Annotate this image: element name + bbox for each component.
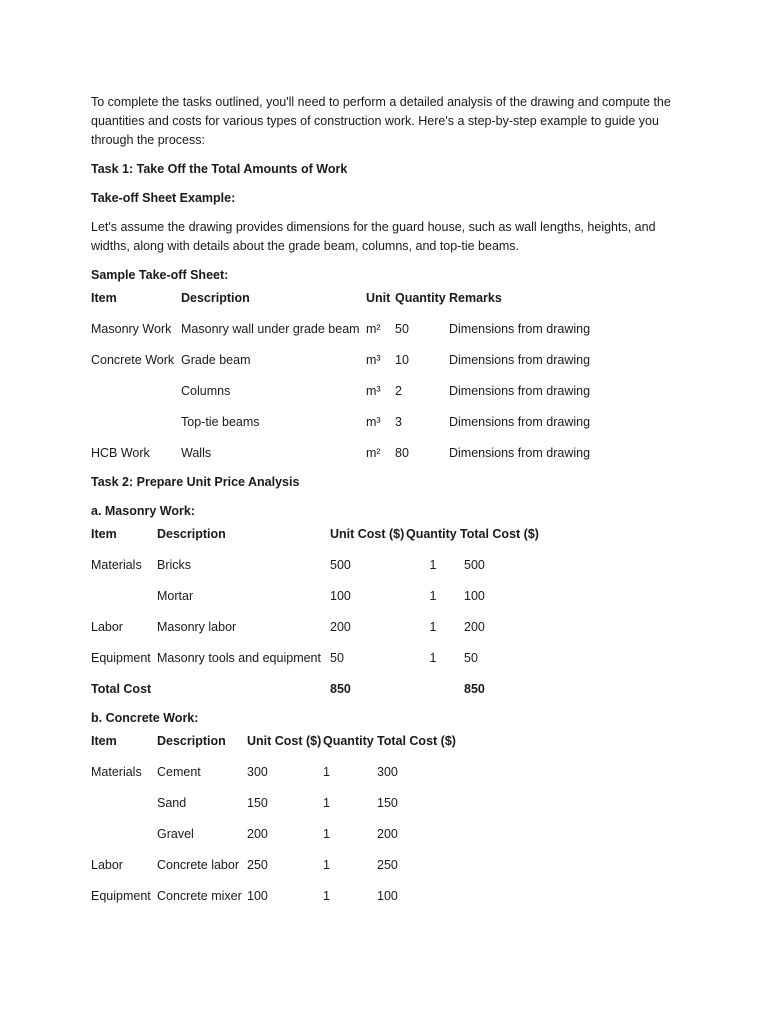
document-body xyxy=(91,93,681,918)
task2-heading: Task 2: Prepare Unit Price Analysis xyxy=(91,475,300,489)
cell-remarks: Dimensions from drawing xyxy=(449,446,591,460)
cell-unit-cost: 500 xyxy=(330,558,351,572)
cell-unit-cost: 50 xyxy=(330,651,344,665)
cell-unit: m³ xyxy=(366,415,381,429)
header-quantity: Quantity xyxy=(406,527,457,541)
cell-quantity: 1 xyxy=(323,858,330,872)
cell-item: Materials xyxy=(91,558,142,572)
cell-quantity: 3 xyxy=(395,415,402,429)
cell-item xyxy=(91,825,157,856)
table-total-row xyxy=(91,680,560,711)
cell-unit-cost: 200 xyxy=(247,827,268,841)
cell-unit: m³ xyxy=(366,353,381,367)
header-unit-cost: Unit Cost ($) xyxy=(247,734,322,748)
cell-unit: m² xyxy=(366,322,381,336)
table-row xyxy=(91,618,560,649)
cell-remarks: Dimensions from drawing xyxy=(449,415,591,429)
cell-quantity: 1 xyxy=(323,796,330,810)
header-remarks: Remarks xyxy=(449,291,502,305)
cell-description: Columns xyxy=(181,384,231,398)
table-row xyxy=(91,587,560,618)
header-description: Description xyxy=(157,527,226,541)
cell-total-cost-total: 850 xyxy=(464,682,485,696)
table-row xyxy=(91,856,477,887)
header-unit-cost: Unit Cost ($) xyxy=(330,527,405,541)
table-row xyxy=(91,351,609,382)
concrete-cost-table xyxy=(91,732,477,918)
header-quantity: Quantity xyxy=(395,291,446,305)
cell-remarks: Dimensions from drawing xyxy=(449,322,591,336)
table-row xyxy=(91,413,609,444)
cell-item xyxy=(91,413,181,444)
cell-quantity: 1 xyxy=(429,589,437,603)
cell-total-cost: 150 xyxy=(377,796,398,810)
cell-total-cost: 250 xyxy=(377,858,398,872)
header-total-cost: Total Cost ($) xyxy=(460,527,539,541)
cell-description: Masonry tools and equipment xyxy=(157,651,321,665)
cell-description: Mortar xyxy=(157,589,194,603)
task1-paragraph: Let's assume the drawing provides dimensions for the guard house, such as wall lengths, heights, and widths, along with details about the grade beam, columns, and top-tie beams. xyxy=(91,220,656,253)
masonry-cost-table xyxy=(91,525,560,711)
table-header-row xyxy=(91,289,609,320)
cell-total-cost: 500 xyxy=(464,558,485,572)
cell-remarks: Dimensions from drawing xyxy=(449,353,591,367)
cell-quantity: 1 xyxy=(429,651,437,665)
table-row xyxy=(91,382,609,413)
cell-description: Grade beam xyxy=(181,353,251,367)
takeoff-table xyxy=(91,289,609,475)
cell-unit-cost-total: 850 xyxy=(330,682,351,696)
cell-total-label: Total Cost xyxy=(91,682,152,696)
table-row xyxy=(91,763,477,794)
table-row xyxy=(91,556,560,587)
cell-quantity: 1 xyxy=(323,827,330,841)
cell-description: Sand xyxy=(157,796,187,810)
cell-total-cost: 100 xyxy=(464,589,485,603)
header-item: Item xyxy=(91,291,117,305)
cell-total-cost: 50 xyxy=(464,651,478,665)
header-description: Description xyxy=(157,734,226,748)
cell-remarks: Dimensions from drawing xyxy=(449,384,591,398)
header-unit: Unit xyxy=(366,291,391,305)
cell-item: Materials xyxy=(91,765,142,779)
cell-item: Labor xyxy=(91,858,123,872)
cell-quantity: 1 xyxy=(323,765,330,779)
cell-unit: m² xyxy=(366,446,381,460)
cell-unit-cost: 250 xyxy=(247,858,268,872)
table-header-row xyxy=(91,525,560,556)
header-item: Item xyxy=(91,527,117,541)
cell-item xyxy=(91,587,157,618)
cell-quantity: 1 xyxy=(323,889,330,903)
cell-item xyxy=(91,794,157,825)
cell-description: Gravel xyxy=(157,827,194,841)
cell-quantity: 1 xyxy=(429,620,437,634)
cell-description xyxy=(157,680,330,711)
cell-quantity: 10 xyxy=(395,353,409,367)
cell-quantity xyxy=(406,680,460,711)
cell-description: Masonry wall under grade beam xyxy=(181,322,360,336)
cell-unit-cost: 200 xyxy=(330,620,351,634)
cell-unit-cost: 100 xyxy=(247,889,268,903)
cell-quantity: 50 xyxy=(395,322,409,336)
cell-description: Walls xyxy=(181,446,212,460)
header-total-cost: Total Cost ($) xyxy=(377,734,456,748)
cell-item xyxy=(91,382,181,413)
table-row xyxy=(91,320,609,351)
header-description: Description xyxy=(181,291,250,305)
table-row xyxy=(91,825,477,856)
cell-quantity: 1 xyxy=(429,558,437,572)
cell-unit-cost: 300 xyxy=(247,765,268,779)
cell-item: Concrete Work xyxy=(91,353,175,367)
intro-paragraph: To complete the tasks outlined, you'll need to perform a detailed analysis of the drawing and compute the quantities and costs for various types of construction work. Here's a step-by-step example to guide you through the process: xyxy=(91,95,671,147)
cell-item: Equipment xyxy=(91,889,151,903)
cell-description: Masonry labor xyxy=(157,620,237,634)
cell-item: Equipment xyxy=(91,651,151,665)
cell-total-cost: 200 xyxy=(464,620,485,634)
cell-item: Labor xyxy=(91,620,123,634)
cell-description: Concrete mixer xyxy=(157,889,242,903)
header-item: Item xyxy=(91,734,117,748)
cell-quantity: 80 xyxy=(395,446,409,460)
cell-unit: m³ xyxy=(366,384,381,398)
cell-description: Cement xyxy=(157,765,201,779)
header-quantity: Quantity xyxy=(323,734,374,748)
cell-total-cost: 200 xyxy=(377,827,398,841)
task1-heading: Task 1: Take Off the Total Amounts of Work xyxy=(91,162,348,176)
table-row xyxy=(91,444,609,475)
takeoff-subheading: Take-off Sheet Example: xyxy=(91,191,236,205)
table-header-row xyxy=(91,732,477,763)
cell-unit-cost: 150 xyxy=(247,796,268,810)
concrete-subheading: b. Concrete Work: xyxy=(91,711,199,725)
cell-item: HCB Work xyxy=(91,446,150,460)
table-row xyxy=(91,649,560,680)
cell-total-cost: 300 xyxy=(377,765,398,779)
cell-total-cost: 100 xyxy=(377,889,398,903)
cell-quantity: 2 xyxy=(395,384,402,398)
cell-unit-cost: 100 xyxy=(330,589,351,603)
cell-description: Top-tie beams xyxy=(181,415,260,429)
cell-description: Concrete labor xyxy=(157,858,239,872)
cell-description: Bricks xyxy=(157,558,192,572)
cell-item: Masonry Work xyxy=(91,322,172,336)
table-row xyxy=(91,887,477,918)
sample-takeoff-heading: Sample Take-off Sheet: xyxy=(91,268,229,282)
masonry-subheading: a. Masonry Work: xyxy=(91,504,195,518)
table-row xyxy=(91,794,477,825)
